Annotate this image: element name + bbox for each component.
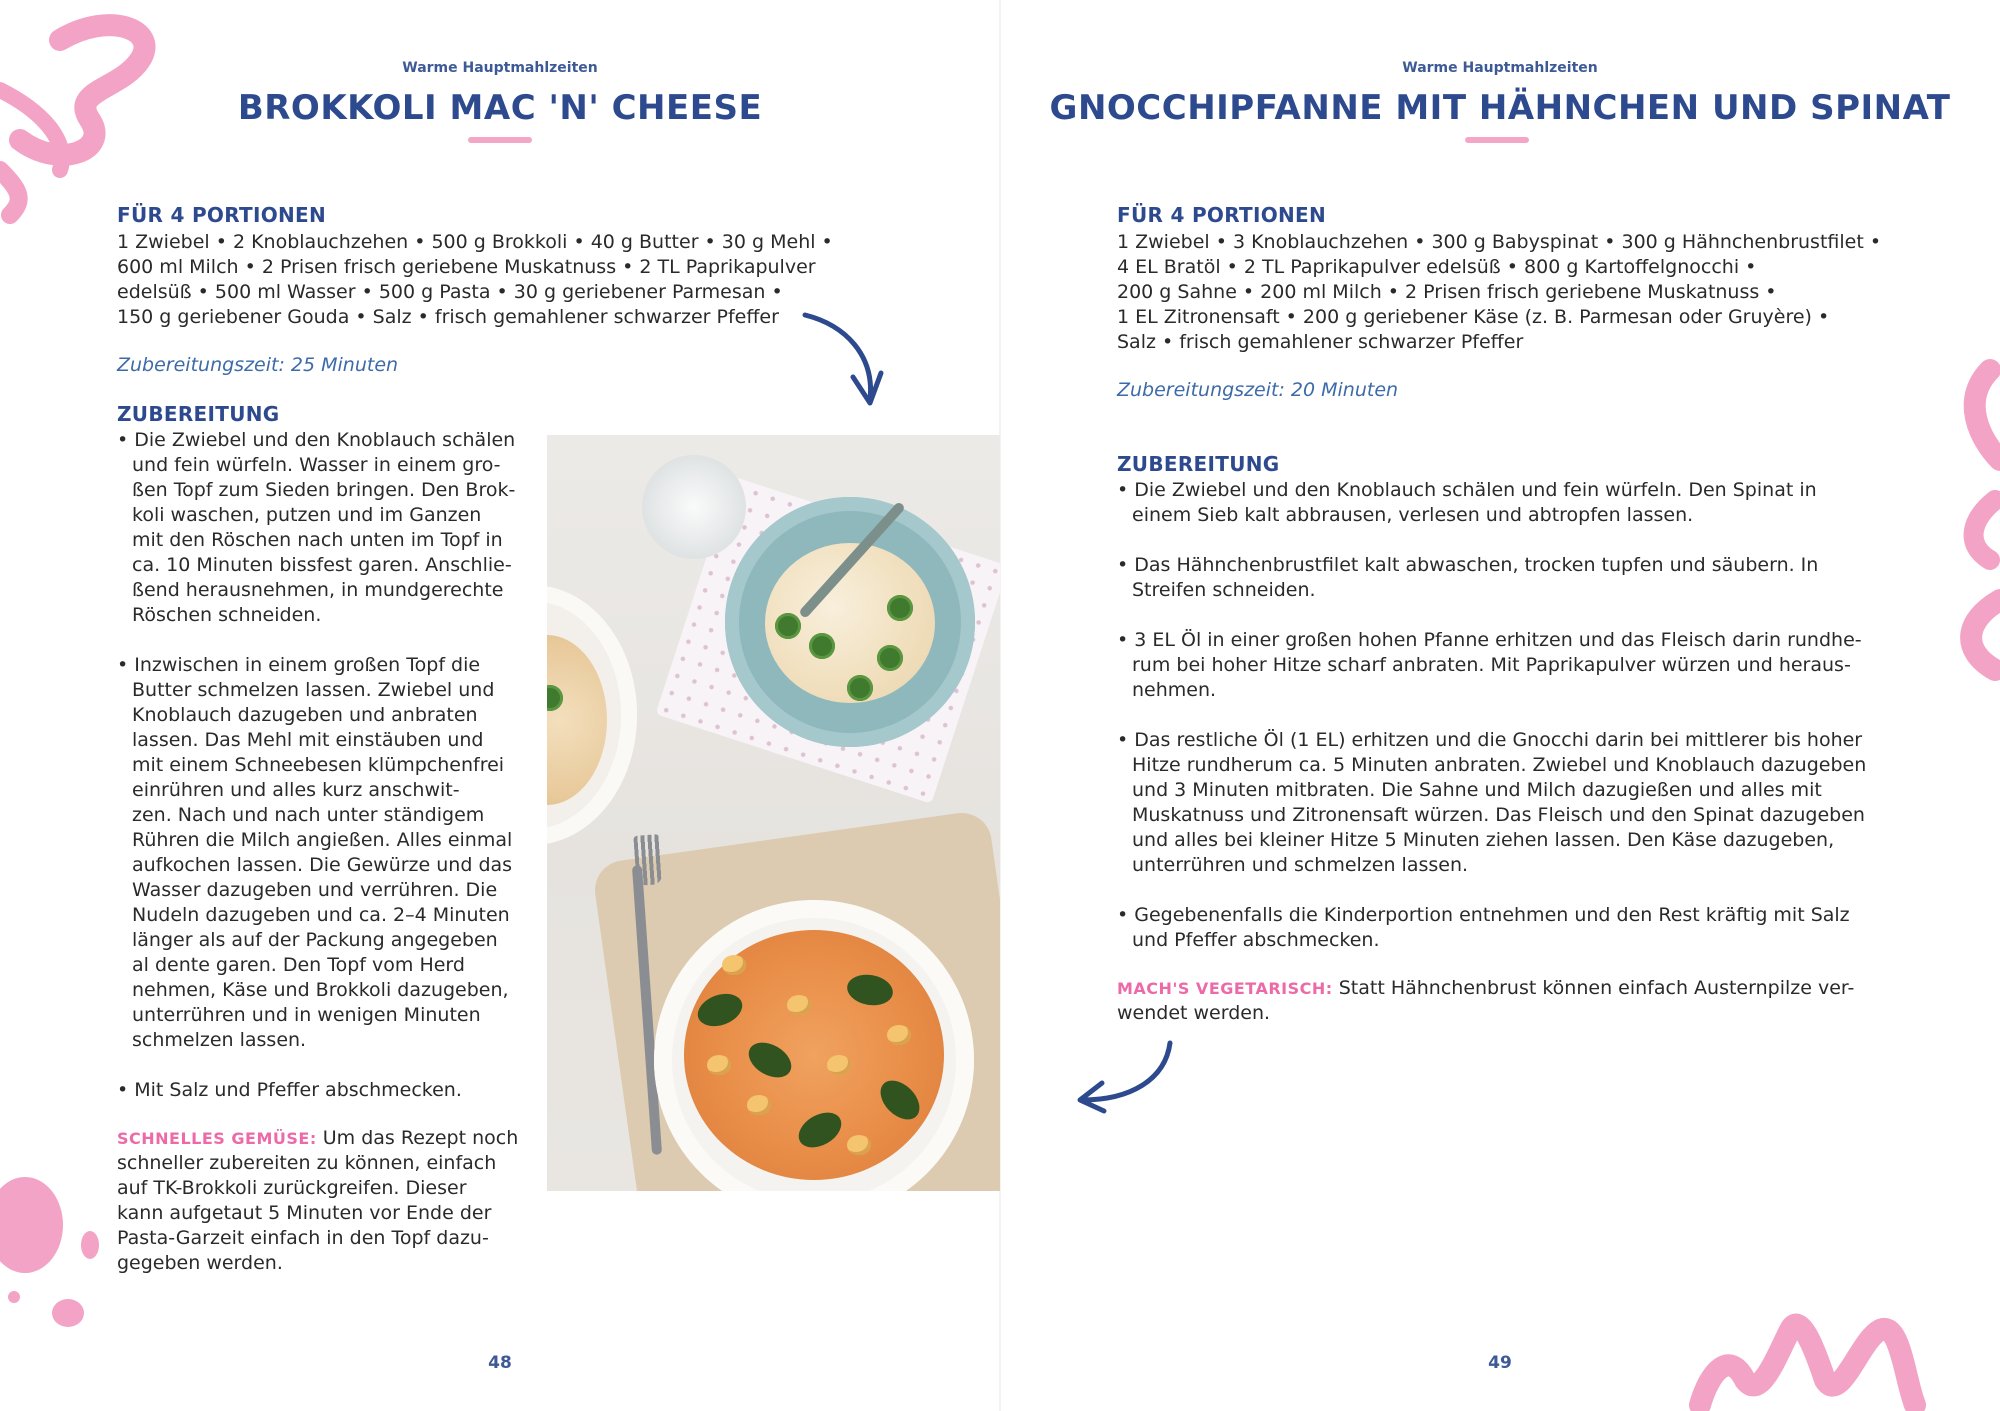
preparation-heading: ZUBEREITUNG (1117, 452, 1280, 476)
preparation-steps (1117, 478, 1937, 978)
title-underline (468, 137, 532, 143)
step-item: • Das restliche Öl (1 EL) erhitzen und die Gnocchi darin bei mittlerer bis hoher Hitze rundherum ca. 5 Minuten anbraten. Zwiebel und Knoblauch dazugeben und 3 Minuten mitbraten. Die Sahne und Milch dazugießen und alles mit Muskatnuss und Zitronensaft würzen. Das Fleisch und den Spinat dazugeben und alles bei kleiner Hitze 5 Minuten ziehen lassen. Den Käse dazugeben, unterrühren und schmelzen lassen. (1117, 729, 1867, 876)
tip-label: SCHNELLES GEMÜSE: (117, 1129, 317, 1148)
step-item: • Inzwischen in einem großen Topf die Butter schmelzen lassen. Zwiebel und Knoblauch dazugeben und anbraten lassen. Das Mehl mit einstäuben und mit einem Schneebesen klümpchenfrei einrühren und alles kurz anschwit- zen. Nach und nach unter ständigem Rühren die Milch angießen. Alles einmal aufkochen lassen. Die Gewürze und das Wasser dazugeben und verrühren. Die Nudeln dazugeben und ca. 2–4 Minuten länger als auf der Packung angegeben al dente garen. Den Topf vom Herd nehmen, Käse und Brokkoli dazugeben, unterrühren und in wenigen Minuten schmelzen lassen. (117, 654, 513, 1051)
category-label: Warme Hauptmahlzeiten (402, 60, 598, 76)
curved-arrow-down-icon (795, 305, 885, 410)
step-item: • Gegebenenfalls die Kinderportion entnehmen und den Rest kräftig mit Salz und Pfeffer abschmecken. (1117, 904, 1850, 951)
tip-label: MACH'S VEGETARISCH: (1117, 979, 1333, 998)
recipe-title: BROKKOLI MAC 'N' CHEESE (237, 88, 763, 128)
step-item: • Die Zwiebel und den Knoblauch schälen und fein würfeln. Wasser in einem gro- ßen Topf zum Sieden bringen. Den Brok- koli waschen, putzen und im Ganzen mit den Röschen nach unten im Topf in ca. 10 Minuten bissfest garen. Anschlie- ßend herausnehmen, in mundgerechte Röschen schneiden. (117, 429, 516, 626)
page-number: 48 (488, 1353, 512, 1373)
step-item: • Die Zwiebel und den Knoblauch schälen und fein würfeln. Den Spinat in einem Sieb kalt abbrausen, verlesen und abtropfen lassen. (1117, 479, 1817, 526)
step-item: • Mit Salz und Pfeffer abschmecken. (117, 1079, 462, 1101)
step-item: • Das Hähnchenbrustfilet kalt abwaschen, trocken tupfen und säubern. In Streifen schneiden. (1117, 554, 1819, 601)
preparation-heading: ZUBEREITUNG (117, 402, 280, 426)
tip-note (117, 1126, 537, 1276)
ingredients-list: 1 Zwiebel • 3 Knoblauchzehen • 300 g Babyspinat • 300 g Hähnchenbrustfilet • 4 EL Bratöl • 2 TL Paprikapulver edelsüß • 800 g Kartoffelgnocchi • 200 g Sahne • 200 ml Milch • 2 Prisen frisch geriebene Muskatnuss • 1 EL Zitronensaft • 200 g geriebener Käse (z. B. Parmesan oder Gruyère) • Salz • frisch gemahlener schwarzer Pfeffer (1117, 231, 1882, 353)
prep-time: Zubereitungszeit: 25 Minuten (117, 354, 399, 376)
tip-note (1117, 976, 1937, 1026)
tip-text: Statt Hähnchenbrust können einfach Austernpilze ver- wendet werden. (1117, 977, 1855, 1024)
step-item: • 3 EL Öl in einer großen hohen Pfanne erhitzen und das Fleisch darin rundhe- rum bei hoher Hitze scharf anbraten. Mit Paprikapulver würzen und heraus- nehmen. (1117, 629, 1862, 701)
curved-arrow-left-icon (1070, 1035, 1180, 1115)
servings-heading: FÜR 4 PORTIONEN (117, 203, 327, 227)
category-label: Warme Hauptmahlzeiten (1402, 60, 1598, 76)
prep-time: Zubereitungszeit: 20 Minuten (1117, 379, 1399, 401)
right-page (1000, 0, 2000, 1411)
preparation-steps (117, 428, 537, 1128)
tip-text: Um das Rezept noch schneller zubereiten zu können, einfach auf TK-Brokkoli zurückgreifen. Dieser kann aufgetaut 5 Minuten vor Ende der Pasta-Garzeit einfach in den Topf dazu- gegeben werden. (117, 1127, 519, 1274)
ingredients-list: 1 Zwiebel • 2 Knoblauchzehen • 500 g Brokkoli • 40 g Butter • 30 g Mehl • 600 ml Milch • 2 Prisen frisch geriebene Muskatnuss • 2 TL Paprikapulver edelsüß • 500 ml Wasser • 500 g Pasta • 30 g geriebener Parmesan • 150 g geriebener Gouda • Salz • frisch gemahlener schwarzer Pfeffer (117, 231, 833, 328)
servings-heading: FÜR 4 PORTIONEN (1117, 203, 1327, 227)
title-underline (1465, 137, 1529, 143)
food-photo (547, 435, 1000, 1191)
recipe-title: GNOCCHIPFANNE MIT HÄHNCHEN UND SPINAT (1049, 88, 1951, 128)
water-glass (642, 455, 746, 559)
page-number: 49 (1488, 1353, 1512, 1373)
